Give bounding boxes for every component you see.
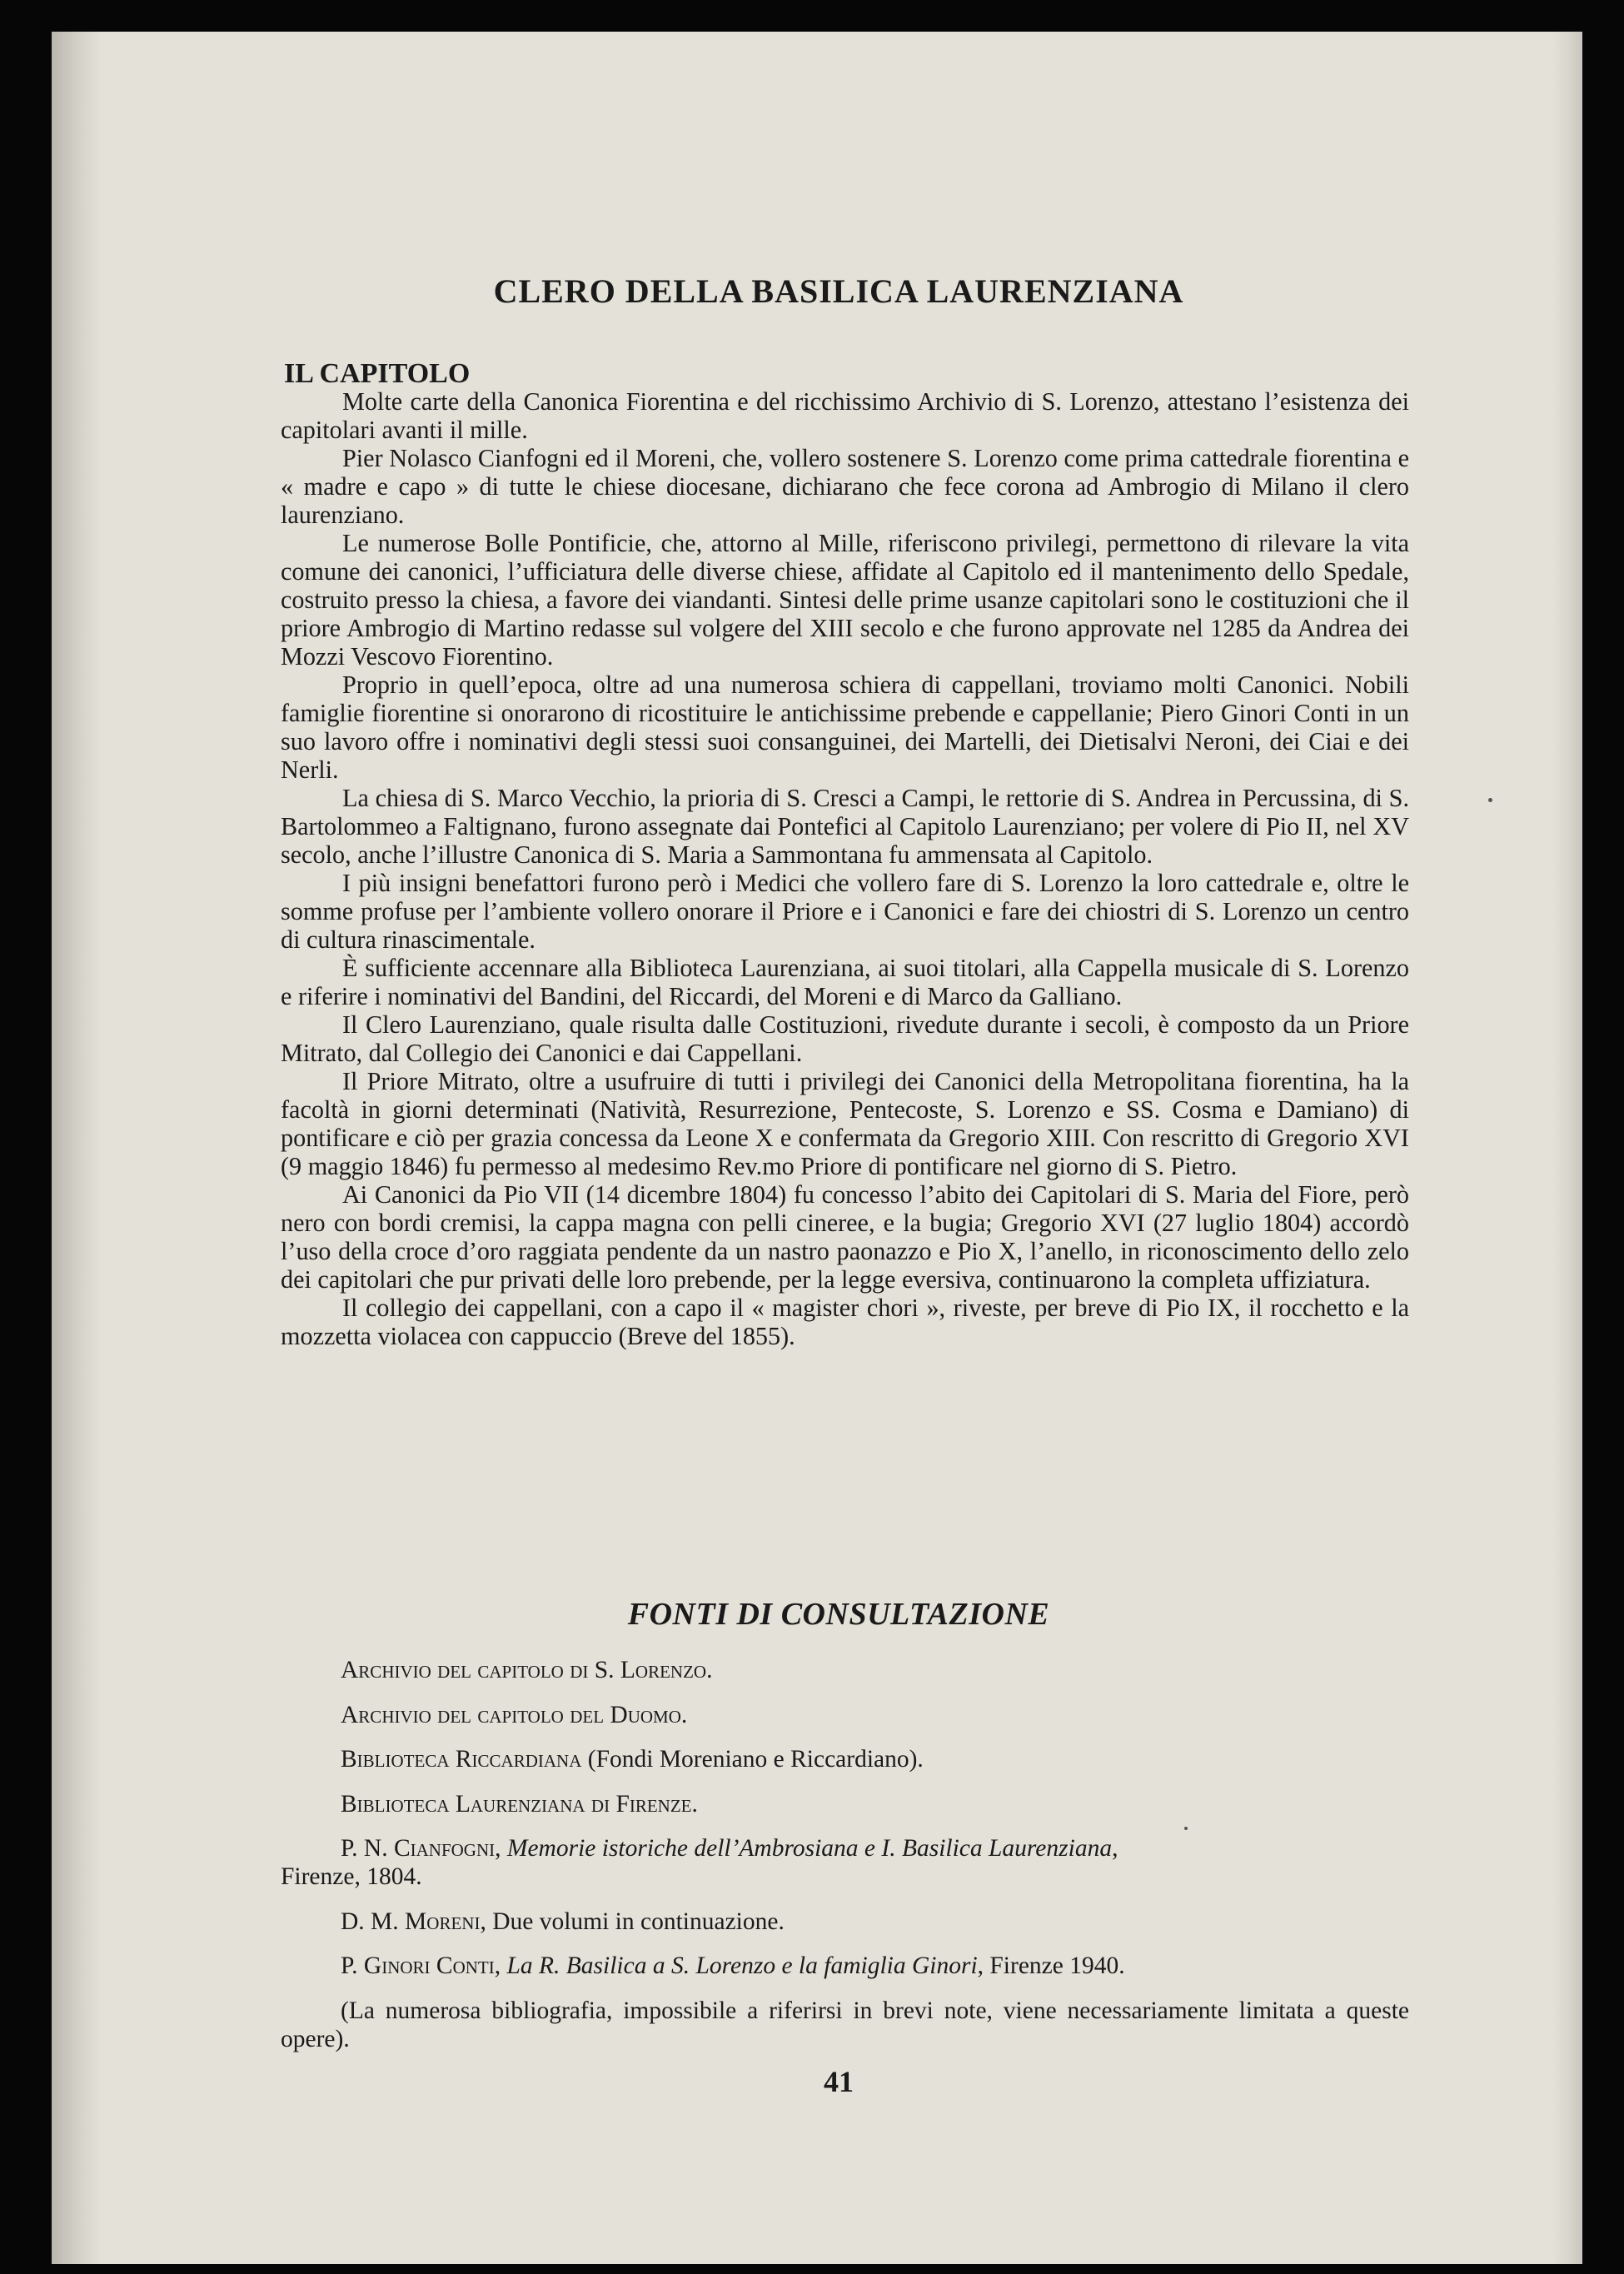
source-author: Ginori Conti xyxy=(363,1952,495,1979)
source-library: Biblioteca Riccardiana xyxy=(341,1746,582,1773)
paragraph: Proprio in quell’epoca, oltre ad una numerosa schiera di cappellani, troviamo molti Canonici. Nobili famiglie fiorentine si onorarono di ricostituire le antichissime prebende e cappellanie; Piero Ginori Conti in un suo lavoro offre i nominativi degli stessi suoi consanguinei, dei Martelli, dei Dietisalvi Neroni, dei Ciai e dei Nerli. xyxy=(281,671,1409,784)
paragraph: Il Clero Laurenziano, quale risulta dalle Costituzioni, rivedute durante i secoli, è composto da un Priore Mitrato, dal Collegio dei Canonici e dai Cappellani. xyxy=(281,1010,1409,1067)
page-gutter-shadow xyxy=(52,32,102,2264)
paragraph: Il collegio dei cappellani, con a capo il « magister chori », riveste, per breve di Pio IX, il rocchetto e la mozzetta violacea con cappuccio (Breve del 1855). xyxy=(281,1294,1409,1350)
page-right-edge xyxy=(1552,32,1582,2264)
source-author: Moreni xyxy=(405,1907,481,1935)
source-entry xyxy=(281,1656,1409,1684)
page-number: 41 xyxy=(824,2065,854,2098)
source-title: La R. Basilica a S. Lorenzo e la famiglia Ginori xyxy=(506,1952,978,1979)
paper-speck xyxy=(1488,798,1492,802)
paragraph: Pier Nolasco Cianfogni ed il Moreni, che, vollero sostenere S. Lorenzo come prima cattedrale fiorentina e « madre e capo » di tutte le chiese diocesane, dichiarano che fece corona ad Ambrogio di Milano il clero laurenziano. xyxy=(281,444,1409,529)
paragraph: Molte carte della Canonica Fiorentina e del ricchissimo Archivio di S. Lorenzo, attestano l’esistenza dei capitolari avanti il mille. xyxy=(281,387,1409,444)
source-initials: D. M. xyxy=(341,1907,406,1935)
source-initials: P. N. xyxy=(341,1835,394,1862)
section-heading: IL CAPITOLO xyxy=(284,358,471,389)
source-initials: P. xyxy=(341,1952,364,1979)
paragraph: La chiesa di S. Marco Vecchio, la prioria di S. Cresci a Campi, le rettorie di S. Andrea in Percussina, di S. Bartolommeo a Faltignano, furono assegnate dai Pontefici al Capitolo Laurenziano; per volere di Pio II, nel XV secolo, anche l’illustre Canonica di S. Maria a Sammontana fu ammensata al Capitolo. xyxy=(281,784,1409,869)
page-title: CLERO DELLA BASILICA LAURENZIANA xyxy=(493,272,1184,310)
source-entry xyxy=(281,1701,1409,1729)
sources-heading: FONTI DI CONSULTAZIONE xyxy=(627,1597,1050,1632)
source-place: , Firenze 1940. xyxy=(977,1952,1125,1979)
source-entry: P. N. Cianfogni, Memorie istoriche dell’Ambrosiana e I. Basilica Laurenziana, Firenze, 1804. xyxy=(281,1835,1118,1890)
source-archive: Archivio del capitolo del Duomo. xyxy=(341,1701,688,1728)
source-note-entry: (La numerosa bibliografia, impossibile a riferirsi in brevi note, viene necessariamente limitata a queste opere). xyxy=(281,1997,1409,2052)
paragraph: Il Priore Mitrato, oltre a usufruire di tutti i privilegi dei Canonici della Metropolitana fiorentina, ha la facoltà in giorni determinati (Natività, Resurrezione, Pentecoste, S. Lorenzo e SS. Cosma e Damiano) di pontificare e ciò per grazia concessa da Leone X e confermata da Gregorio XIII. Con rescritto di Gregorio XVI (9 maggio 1846) fu permesso al medesimo Rev.mo Priore di pontificare nel giorno di S. Pietro. xyxy=(281,1067,1409,1180)
source-author: Cianfogni xyxy=(393,1835,496,1862)
source-library: Biblioteca Laurenziana di Firenze. xyxy=(341,1790,698,1818)
sources-list xyxy=(281,1656,1409,2069)
source-place: Firenze, 1804. xyxy=(281,1863,422,1890)
source-entry xyxy=(281,1907,1409,1936)
source-note: (Fondi Moreniano e Riccardiano). xyxy=(581,1746,924,1773)
paragraph: Ai Canonici da Pio VII (14 dicembre 1804) fu concesso l’abito dei Capitolari di S. Maria del Fiore, però nero con bordi cremisi, la cappa magna con pelli cineree, e la bugia; Gregorio XVI (27 luglio 1804) accordò l’uso della croce d’oro raggiata pendente da un nastro paonazzo e Pio X, l’anello, in riconoscimento dello zelo dei capitolari che pur privati delle loro prebende, per la legge eversiva, continuarono la completa uffiziatura. xyxy=(281,1180,1409,1294)
document-page xyxy=(52,32,1582,2264)
source-title: Memorie istoriche dell’Ambrosiana e I. Basilica Laurenziana xyxy=(506,1835,1113,1862)
source-archive: Archivio del capitolo di S. Lorenzo. xyxy=(341,1657,713,1683)
body-text xyxy=(281,387,1409,1350)
source-entry xyxy=(281,1790,1409,1818)
paragraph: È sufficiente accennare alla Biblioteca Laurenziana, ai suoi titolari, alla Cappella musicale di S. Lorenzo e riferire i nominativi del Bandini, del Riccardi, del Moreni e di Marco da Galliano. xyxy=(281,954,1409,1010)
paragraph: I più insigni benefattori furono però i Medici che vollero fare di S. Lorenzo la loro cattedrale e, oltre le somme profuse per l’ambiente vollero onorare il Priore e i Canonici e fare dei chiostri di S. Lorenzo un centro di cultura rinascimentale. xyxy=(281,869,1409,954)
source-entry: P. Ginori Conti, La R. Basilica a S. Lorenzo e la famiglia Ginori, Firenze 1940. xyxy=(341,1952,1125,1979)
source-note: , Due volumi in continuazione. xyxy=(480,1907,785,1935)
source-entry xyxy=(281,1745,1409,1773)
paragraph: Le numerose Bolle Pontificie, che, attorno al Mille, riferiscono privilegi, permettono di rilevare la vita comune dei canonici, l’ufficiatura delle diverse chiese, affidate al Capitolo ed il mantenimento dello Spedale, costruito presso la chiesa, a favore dei viandanti. Sintesi delle prime usanze capitolari sono le costituzioni che il priore Ambrogio di Martino redasse sul volgere del XIII secolo e che furono approvate nel 1285 da Andrea dei Mozzi Vescovo Fiorentino. xyxy=(281,529,1409,671)
